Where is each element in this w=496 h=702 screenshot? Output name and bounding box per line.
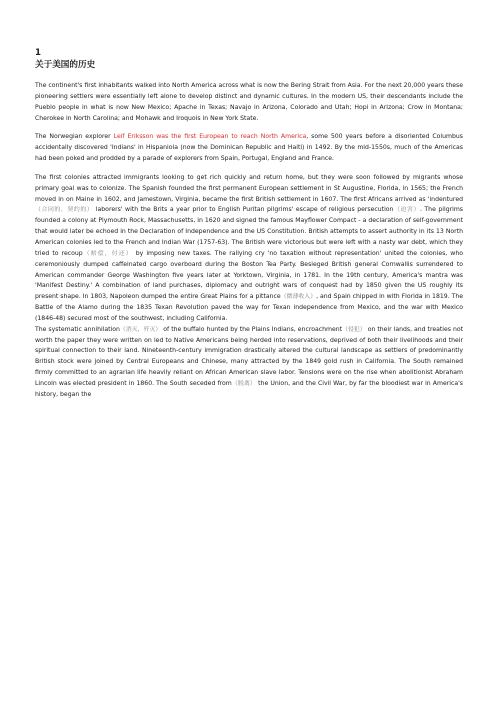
paragraph-first-inhabitants: The continent's first inhabitants walked into North America across what is now the Bering Strait from Asia. For the next 20,000 years these pioneering settlers were essentially left alone to develop distinct and dynamic cultures. In the modern US, their descendants include the Pueblo people in what is now New Mexico; Apache in Texas; Navajo in Arizona, Colorado and Utah; Hopi in Arizona; Crow in Montana; Cherokee in North Carolina; and Mohawk and Iroquois in New York State. (35, 82, 463, 122)
paragraph-explorers (35, 132, 463, 165)
spacer (35, 124, 463, 132)
paragraph-text: the Union, and the Civil War, by far the bloodiest war in America's history, began the (35, 379, 464, 398)
paragraph-text: , some 500 years before a disoriented Columbus accidentally discovered 'Indians' in Hispaniola (now the Dominican Republic and Haiti) in 1492. By the mid-1550s, much of the Americas had been poked and prodded by a parade of explorers from Spain, Portugal, England and France. (35, 133, 463, 163)
chinese-annotation: （侵犯） (342, 326, 366, 333)
document-page (35, 48, 463, 401)
paragraph-colonies (35, 173, 463, 325)
paragraph-text: on their lands, and treaties not worth the paper they were written on led to Native Americans being herded into reservations, deprived of both their livelihoods and their spiritual connection to their land. Nineteenth-century immigration drastically altered the cultural landscape as settlers of predominantly British stock were joined by Central Europeans and Chinese, many attracted by the 1849 gold rush in California. The South remained firmly committed to an agrarian life heavily reliant on African American slave labor. Tensions were on the rise when abolitionist Abraham Lincoln was elected president in 1860. The South seceded from (35, 325, 463, 387)
chinese-annotation: （消灭，歼灭） (119, 326, 162, 333)
paragraph-text: The first colonies attracted immigrants looking to get rich quickly and return home, but they were soon followed by migrants whose primary goal was to colonize. The Spanish founded the first permanent European settlement in St Augustine, Florida, in 1565; the French moved in on Maine in 1602, and Jamestown, Virginia, became the first British settlement in 1607. The first Africans arrived as 'indentured (35, 173, 463, 203)
paragraph-text: by imposing new taxes. The rallying cry 'no taxation without representation' united the colonies, who ceremoniously dumped caffeinated cargo overboard during the Boston Tea Party. Besieged British general Cornwallis surrendered to American commander George Washington five years later at Yorktown, Virginia, in 1781. In the 19th century, America's mantra was 'Manifest Destiny.' A combination of land purchases, diplomacy and outright wars of conquest had by 1850 given the US roughly its present shape. In 1803, Napoleon dumped the entire Great Plains for a pittance (35, 249, 463, 301)
chinese-annotation: （合同的，契约的） (35, 207, 94, 214)
chinese-annotation: （脱离） (231, 380, 257, 387)
section-title: 关于美国的历史 (35, 59, 96, 70)
paragraph-text: laborers' with the Brits a year prior to English Puritan pilgrims' escape of religious persecution (93, 206, 394, 214)
chinese-annotation: （微薄收入） (280, 294, 317, 301)
section-number: 1 (35, 48, 41, 58)
paragraph-text: The Norwegian explorer (35, 133, 114, 141)
paragraph-text: . The pilgrims founded a colony at Plymouth Rock, Massachusetts, in 1620 and signed the famous Mayflower Compact - a declaration of self-government that would later be echoed in the Declaration of Independence and the US Constitution. British attempts to assert authority in its 13 North American colonies led to the French and Indian War (1757-63). The British were victorious but were left with a nasty war debt, which they tried to recoup (35, 206, 464, 257)
spacer (35, 71, 463, 81)
paragraph-text: The systematic annihilation (35, 325, 120, 333)
paragraph-expansion (35, 325, 463, 401)
highlighted-phrase: Leif Eriksson was the first European to reach North America (113, 133, 307, 141)
spacer (35, 165, 463, 173)
paragraph-text: of the buffalo hunted by the Plains Indians, encroachment (161, 325, 343, 333)
chinese-annotation: （赔偿，付还） (82, 250, 133, 257)
paragraph-text: , and Spain chipped in with Florida in 1819. The Battle of the Alamo during the 1835 Texan Revolution paved the way for Texan independence from Mexico, and the war with Mexico (1846-48) secured most of the southwest, including California. (35, 293, 463, 322)
chinese-annotation: （迫害） (393, 207, 420, 214)
